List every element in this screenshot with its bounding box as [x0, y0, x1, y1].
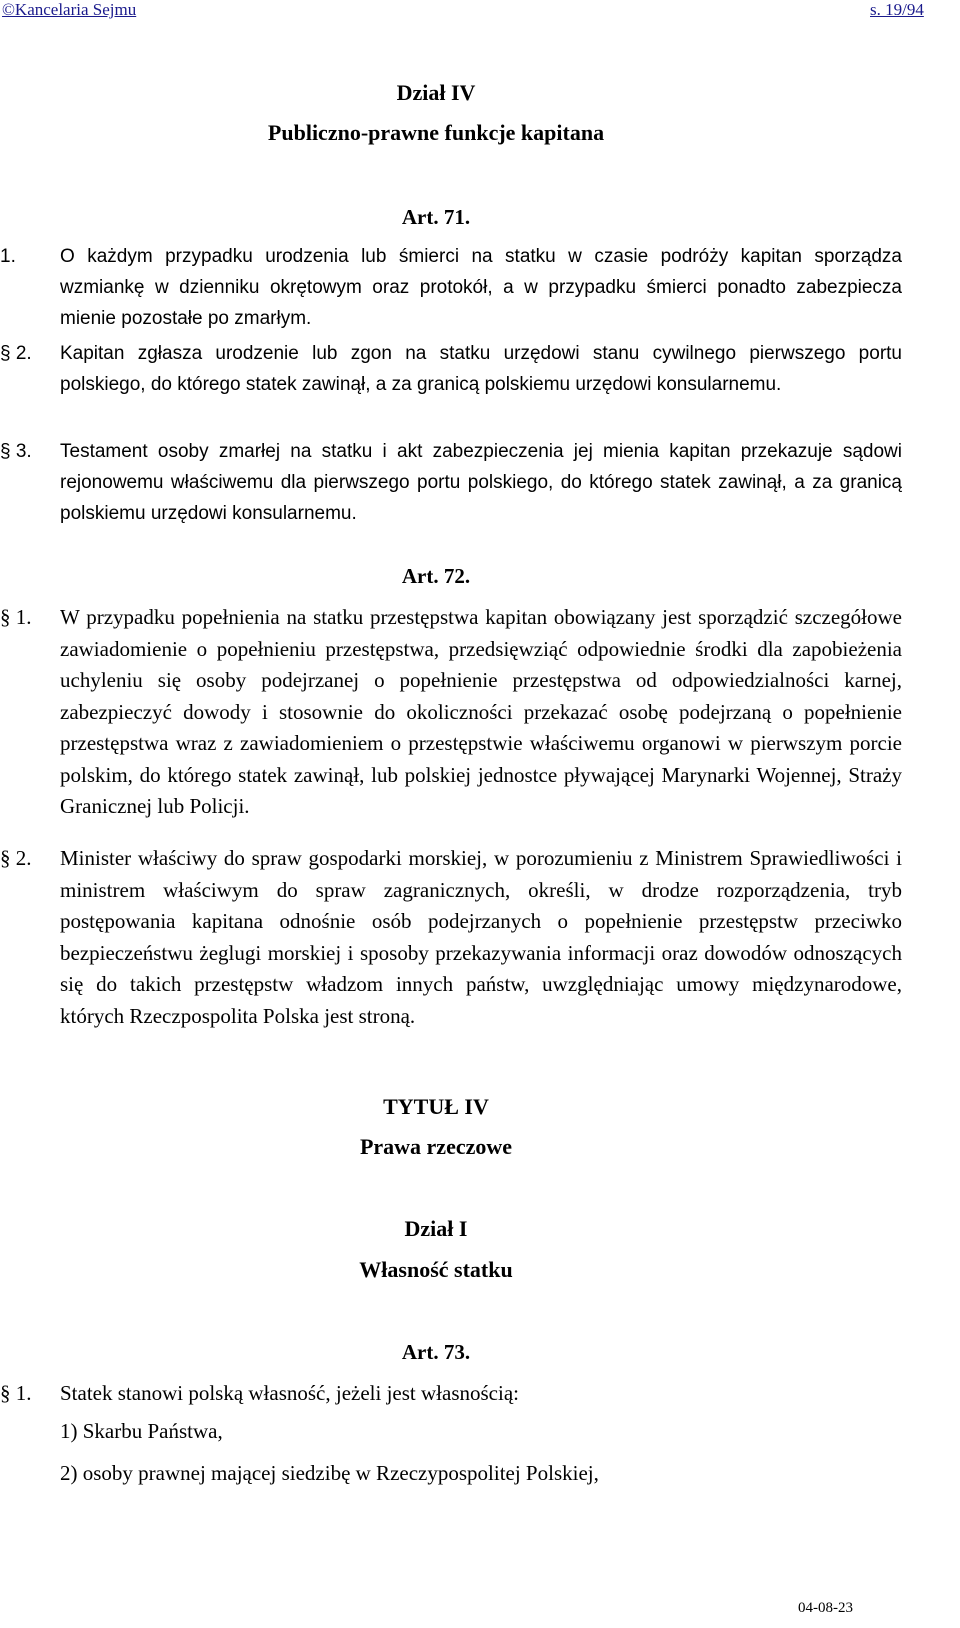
- paragraph: [0, 602, 902, 823]
- list-item: 2) osoby prawnej mającej siedzibę w Rzeczypospolitej Polskiej,: [60, 1461, 599, 1485]
- paragraph: [0, 241, 902, 334]
- paragraph-text: Statek stanowi polską własność, jeżeli jest własnością:: [60, 1381, 519, 1405]
- paragraph-label: § 2.: [0, 343, 32, 364]
- paragraph-text: W przypadku popełnienia na statku przestępstwa kapitan obowiązany jest sporządzić szczegółowe zawiadomienie o popełnieniu przestępstwa, przedsięwziąć odpowiednie środki dla zapobieżenia uchyleniu się osoby podejrzanej o popełnienie przestępstwa od odpowiedzialności karnej, zabezpieczyć dowody i stosownie do okoliczności przekazać osobę podejrzaną o popełnienie przestępstwa wraz z zawiadomieniem o przestępstwie właściwemu organowi w pierwszym porcie polskim, do którego statek zawinął, lub polskiej jednostce pływającej Marynarki Wojennej, Straży Granicznej lub Policji.: [60, 605, 902, 818]
- paragraph-text: Kapitan zgłasza urodzenie lub zgon na statku urzędowi stanu cywilnego pierwszego portu polskiego, do którego statek zawinął, a za granicą polskiemu urzędowi konsularnemu.: [60, 343, 902, 395]
- section-heading: Dział IV: [396, 80, 476, 105]
- title-heading: TYTUŁ IV: [383, 1094, 489, 1119]
- section-heading: Dział I: [404, 1216, 468, 1241]
- footer-date: 04-08-23: [798, 1600, 853, 1616]
- article-heading: Art. 73.: [401, 1340, 471, 1364]
- paragraph-label: § 1.: [0, 605, 32, 629]
- paragraph: [0, 338, 902, 400]
- paragraph-label: § 2.: [0, 846, 32, 870]
- article-heading: Art. 72.: [401, 564, 471, 588]
- paragraph-label: § 3.: [0, 441, 32, 462]
- paragraph: [0, 436, 902, 529]
- title-subtitle: Prawa rzeczowe: [359, 1134, 513, 1159]
- header-source: ©Kancelaria Sejmu: [2, 0, 137, 19]
- paragraph: [0, 1378, 902, 1410]
- paragraph-text: Minister właściwy do spraw gospodarki morskiej, w porozumieniu z Ministrem Sprawiedliwości i ministrem właściwym do spraw zagranicznych, określi, w drodze rozporządzenia, tryb postępowania kapitana odnośnie osób podejrzanych o popełnienie przestępstw przeciwko bezpieczeństwu żeglugi morskiej i sposoby przekazywania informacji oraz dowodów odnoszących się do takich przestępstw władzom innych państw, uwzględniając umowy międzynarodowe, których Rzeczpospolita Polska jest stroną.: [60, 846, 902, 1028]
- header-page-number: s. 19/94: [870, 0, 924, 19]
- paragraph-text: O każdym przypadku urodzenia lub śmierci na statku w czasie podróży kapitan sporządza wzmiankę w dzienniku okrętowym oraz protokół, a w przypadku śmierci ponadto zabezpiecza mienie pozostałe po zmarłym.: [60, 246, 902, 329]
- section-subtitle: Publiczno-prawne funkcje kapitana: [267, 120, 605, 145]
- paragraph: [0, 843, 902, 1032]
- paragraph-label: 1.: [0, 246, 16, 267]
- list-item: 1) Skarbu Państwa,: [60, 1419, 223, 1443]
- section-subtitle: Własność statku: [359, 1257, 513, 1282]
- paragraph-text: Testament osoby zmarłej na statku i akt zabezpieczenia jej mienia kapitan przekazuje sądowi rejonowemu właściwemu dla pierwszego portu polskiego, do którego statek zawinął, a za granicą polskiemu urzędowi konsularnemu.: [60, 441, 902, 524]
- article-heading: Art. 71.: [401, 205, 471, 229]
- paragraph-label: § 1.: [0, 1381, 32, 1405]
